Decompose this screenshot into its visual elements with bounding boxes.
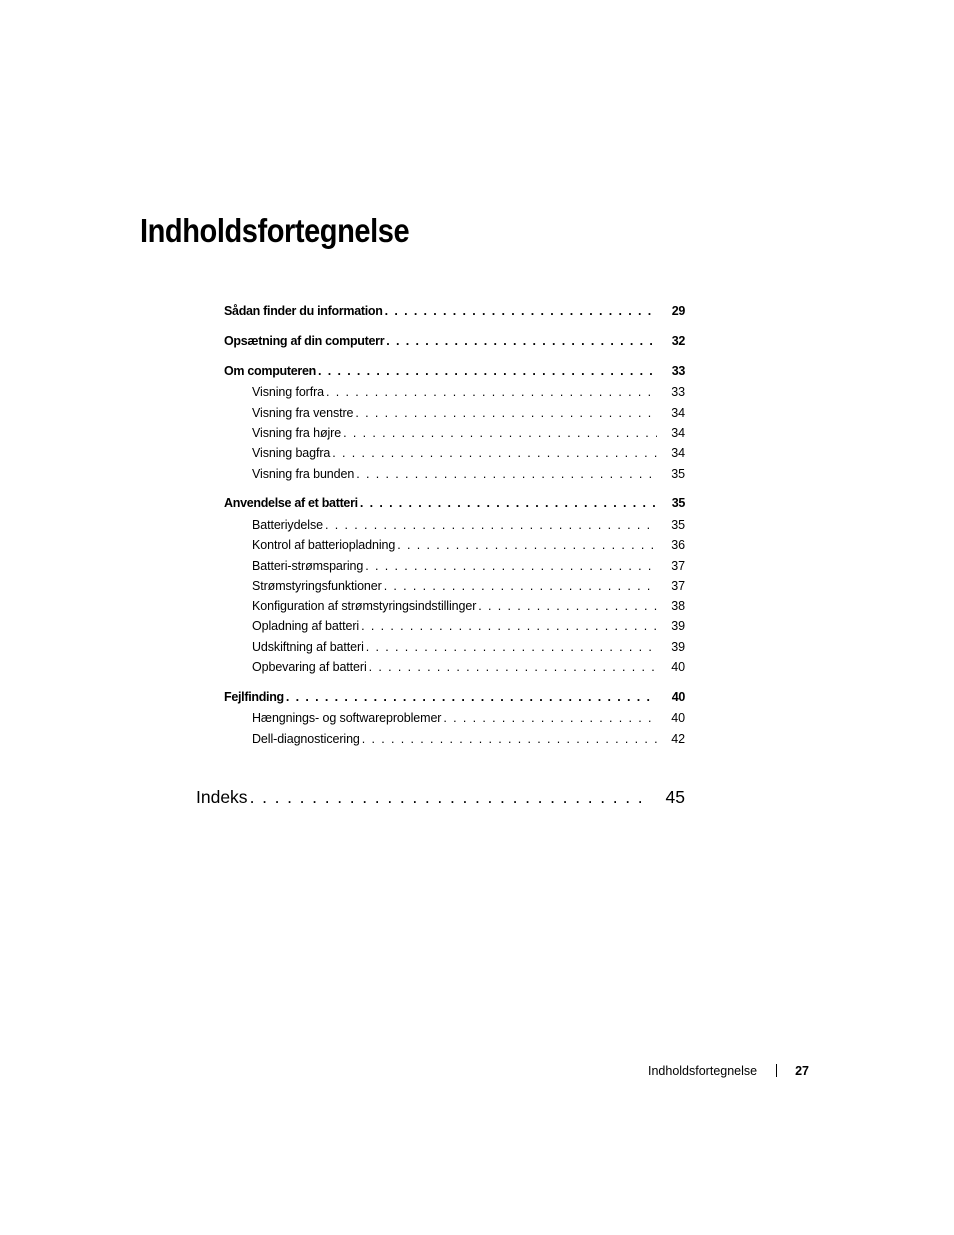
dot-leader — [384, 579, 657, 593]
toc-entry-back-view[interactable] — [252, 446, 685, 460]
toc-entry-page: 40 — [671, 711, 685, 725]
dot-leader — [369, 660, 657, 674]
toc-entry-check-battery-charge[interactable] — [252, 538, 685, 552]
toc-entry-page: 34 — [671, 446, 685, 460]
toc-entry-label: Opsætning af din computerr — [224, 334, 385, 348]
toc-entry-power-management-functions[interactable] — [252, 579, 685, 593]
toc-entry-page: 39 — [671, 619, 685, 633]
toc-entry-index[interactable] — [196, 787, 685, 808]
dot-leader — [356, 467, 657, 481]
toc-entry-label: Kontrol af batteriopladning — [252, 538, 396, 552]
toc-entry-label: Udskiftning af batteri — [252, 640, 364, 654]
footer-page-number: 27 — [795, 1064, 810, 1078]
dot-leader — [386, 334, 657, 348]
toc-entry-label: Batteriydelse — [252, 518, 323, 532]
toc-entry-label: Fejlfinding — [224, 690, 284, 704]
toc-entry-label: Opladning af batteri — [252, 619, 360, 633]
toc-entry-label: Opbevaring af batteri — [252, 660, 367, 674]
toc-entry-dell-diagnostics[interactable] — [252, 732, 685, 746]
toc-entry-page: 42 — [671, 732, 685, 746]
toc-entry-label: Batteri-strømsparing — [252, 559, 364, 573]
toc-entry-page: 40 — [671, 660, 685, 674]
toc-entry-label: Om computeren — [224, 364, 316, 378]
toc-entry-label: Konfiguration af strømstyringsindstillinger — [252, 599, 477, 613]
toc-entry-page: 37 — [671, 579, 685, 593]
toc-entry-bottom-view[interactable] — [252, 467, 685, 481]
toc-entry-label: Visning fra venstre — [252, 406, 354, 420]
toc-entry-about-computer[interactable] — [224, 364, 685, 378]
toc-entry-replacing-battery[interactable] — [252, 640, 685, 654]
toc-entry-storing-battery[interactable] — [252, 660, 685, 674]
dot-leader — [318, 364, 657, 378]
toc-entry-page: 33 — [671, 385, 685, 399]
toc-entry-page: 32 — [671, 334, 685, 348]
dot-leader — [478, 599, 657, 613]
toc-entry-label: Hængnings- og softwareproblemer — [252, 711, 442, 725]
dot-leader — [360, 496, 657, 510]
dot-leader — [365, 559, 657, 573]
dot-leader — [326, 385, 657, 399]
toc-entry-setup[interactable] — [224, 334, 685, 348]
toc-entry-label: Visning fra højre — [252, 426, 342, 440]
toc-entry-label: Indeks — [196, 787, 248, 807]
dot-leader — [361, 619, 657, 633]
toc-entry-page: 40 — [671, 690, 685, 704]
toc-entry-label: Sådan finder du information — [224, 304, 383, 318]
toc-entry-page: 34 — [671, 426, 685, 440]
toc-entry-right-view[interactable] — [252, 426, 685, 440]
toc-entry-page: 35 — [671, 518, 685, 532]
dot-leader — [332, 446, 657, 460]
toc-entry-label: Strømstyringsfunktioner — [252, 579, 382, 593]
toc-entry-label: Visning forfra — [252, 385, 325, 399]
dot-leader — [286, 690, 657, 704]
dot-leader — [443, 711, 657, 725]
toc-entry-page: 45 — [665, 787, 685, 807]
dot-leader — [385, 304, 657, 318]
dot-leader — [343, 426, 657, 440]
dot-leader — [325, 518, 657, 532]
page-footer — [648, 1062, 809, 1078]
toc-entry-troubleshooting[interactable] — [224, 690, 685, 704]
dot-leader — [355, 406, 657, 420]
toc-entry-page: 39 — [671, 640, 685, 654]
toc-entry-battery-performance[interactable] — [252, 518, 685, 532]
toc-entry-page: 36 — [671, 538, 685, 552]
dot-leader — [366, 640, 657, 654]
toc-entry-charging-battery[interactable] — [252, 619, 685, 633]
toc-entry-page: 37 — [671, 559, 685, 573]
dot-leader — [362, 732, 657, 746]
footer-divider — [776, 1064, 777, 1077]
dot-leader — [397, 538, 657, 552]
toc-entry-page: 29 — [671, 304, 685, 318]
toc-entry-battery-power-saving[interactable] — [252, 559, 685, 573]
toc-entry-lockup-software-problems[interactable] — [252, 711, 685, 725]
footer-section-title: Indholdsfortegnelse — [648, 1064, 758, 1078]
toc-entry-label: Visning fra bunden — [252, 467, 355, 481]
toc-entry-page: 38 — [671, 599, 685, 613]
toc-entry-using-battery[interactable] — [224, 496, 685, 510]
dot-leader — [250, 787, 649, 808]
toc-entry-front-view[interactable] — [252, 385, 685, 399]
toc-entry-label: Visning bagfra — [252, 446, 331, 460]
toc-entry-page: 34 — [671, 406, 685, 420]
toc-entry-label: Anvendelse af et batteri — [224, 496, 358, 510]
page-title: Indholdsfortegnelse — [140, 212, 410, 249]
toc-entry-page: 35 — [671, 496, 685, 510]
toc-entry-finding-information[interactable] — [224, 304, 685, 318]
toc-entry-label: Dell-diagnosticering — [252, 732, 360, 746]
toc-entry-power-management-settings[interactable] — [252, 599, 685, 613]
toc-entry-left-view[interactable] — [252, 406, 685, 420]
toc-entry-page: 33 — [671, 364, 685, 378]
toc-entry-page: 35 — [671, 467, 685, 481]
